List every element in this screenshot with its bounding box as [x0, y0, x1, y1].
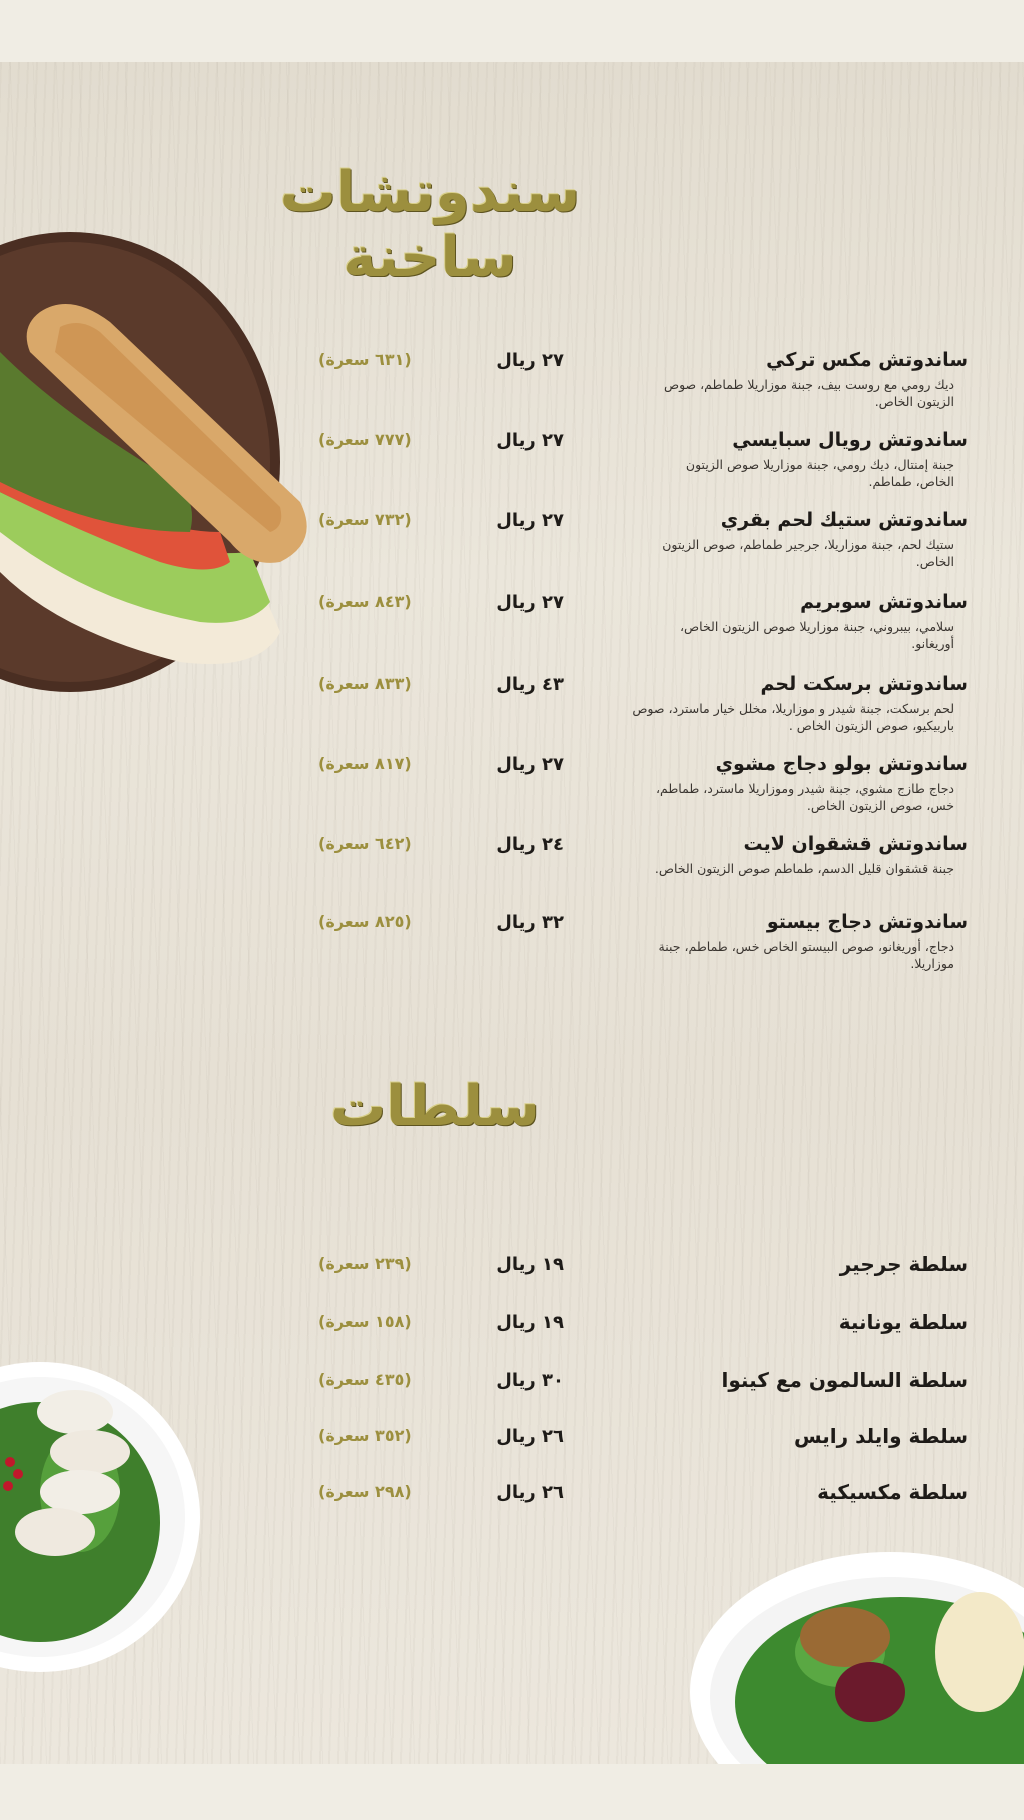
salad-photo-left [0, 1352, 210, 1682]
salad-name: سلطة يونانية [838, 1310, 968, 1334]
menu-item [578, 752, 968, 814]
item-price: ٢٧ ريال [496, 510, 564, 531]
item-description: جبنة قشقوان قليل الدسم، طماطم صوص الزيتون الخاص. [654, 861, 954, 876]
item-calories: (٢٣٩ سعرة) [318, 1254, 412, 1273]
item-calories: (٧٧٧ سعرة) [318, 430, 412, 449]
item-description: دجاج طازج مشوي، جبنة شيدر وموزاريلا ماسترد، طماطم، خس، صوص الزيتون الخاص. [656, 781, 954, 813]
item-calories: (٧٣٢ سعرة) [318, 510, 412, 529]
item-price: ٢٧ ريال [496, 430, 564, 451]
item-calories: (٨٢٥ سعرة) [318, 912, 412, 931]
item-description: دجاج، أوريغانو، صوص البيستو الخاص خس، طماطم، جبنة موزاريلا. [658, 939, 954, 971]
item-name: ساندوتش بولو دجاج مشوي [715, 753, 968, 775]
item-name: ساندوتش سوبريم [800, 591, 968, 613]
item-calories: (٤٣٥ سعرة) [318, 1370, 412, 1389]
section-title-salads: سلطات [330, 1074, 540, 1139]
item-description: ديك رومي مع روست بيف، جبنة موزاريلا طماطم، صوص الزيتون الخاص. [663, 377, 954, 409]
item-name: ساندوتش برسكت لحم [760, 673, 968, 695]
item-description: ستيك لحم، جبنة موزاريلا، جرجير طماطم، صوص الزيتون الخاص. [662, 537, 954, 569]
sandwich-photo [0, 232, 320, 752]
item-price: ٤٣ ريال [496, 674, 564, 695]
item-description: جبنة إمنتال، ديك رومي، جبنة موزاريلا صوص الزيتون الخاص، طماطم. [685, 457, 954, 489]
menu-item [578, 348, 968, 410]
item-price: ٢٧ ريال [496, 754, 564, 775]
item-price: ٣٢ ريال [496, 912, 564, 933]
item-price: ٢٧ ريال [496, 350, 564, 371]
item-calories: (٢٩٨ سعرة) [318, 1482, 412, 1501]
item-calories: (١٥٨ سعرة) [318, 1312, 412, 1331]
menu-item [578, 910, 968, 972]
salad-photo-right [690, 1542, 1024, 1764]
item-calories: (٦٤٢ سعرة) [318, 834, 412, 853]
item-price: ٢٦ ريال [496, 1482, 564, 1503]
item-calories: (٨١٧ سعرة) [318, 754, 412, 773]
item-calories: (٣٥٢ سعرة) [318, 1426, 412, 1445]
menu-item [578, 428, 968, 490]
item-calories: (٨٣٣ سعرة) [318, 674, 412, 693]
item-name: ساندوتش دجاج بيستو [766, 911, 968, 933]
item-name: ساندوتش ستيك لحم بقري [720, 509, 968, 531]
menu-page [0, 62, 1024, 1764]
item-price: ٢٦ ريال [496, 1426, 564, 1447]
menu-item [578, 508, 968, 570]
salad-name: سلطة السالمون مع كينوا [721, 1368, 968, 1392]
item-name: ساندوتش قشقوان لايت [743, 833, 968, 855]
item-name: ساندوتش رويال سبايسي [732, 429, 968, 451]
item-name: ساندوتش مكس تركي [766, 349, 968, 371]
item-price: ١٩ ريال [496, 1254, 564, 1275]
item-price: ٢٤ ريال [496, 834, 564, 855]
section-title-hot-sandwiches: سندوتشات ساخنة [279, 160, 581, 290]
item-price: ١٩ ريال [496, 1312, 564, 1333]
salad-name: سلطة وايلد رايس [793, 1424, 968, 1448]
item-calories: (٨٤٣ سعرة) [318, 592, 412, 611]
salad-name: سلطة جرجير [839, 1252, 968, 1276]
item-description: لحم برسكت، جبنة شيدر و موزاريلا، مخلل خيار ماسترد، صوص باربيكيو، صوص الزيتون الخاص . [632, 701, 954, 733]
item-calories: (٦٣١ سعرة) [318, 350, 412, 369]
item-description: سلامي، بيبروني، جبنة موزاريلا صوص الزيتون الخاص، أوريغانو. [680, 619, 954, 651]
menu-item [578, 672, 968, 734]
menu-item [578, 590, 968, 652]
item-price: ٢٧ ريال [496, 592, 564, 613]
item-price: ٣٠ ريال [496, 1370, 564, 1391]
menu-item [578, 832, 968, 877]
salad-name: سلطة مكسيكية [817, 1480, 968, 1504]
